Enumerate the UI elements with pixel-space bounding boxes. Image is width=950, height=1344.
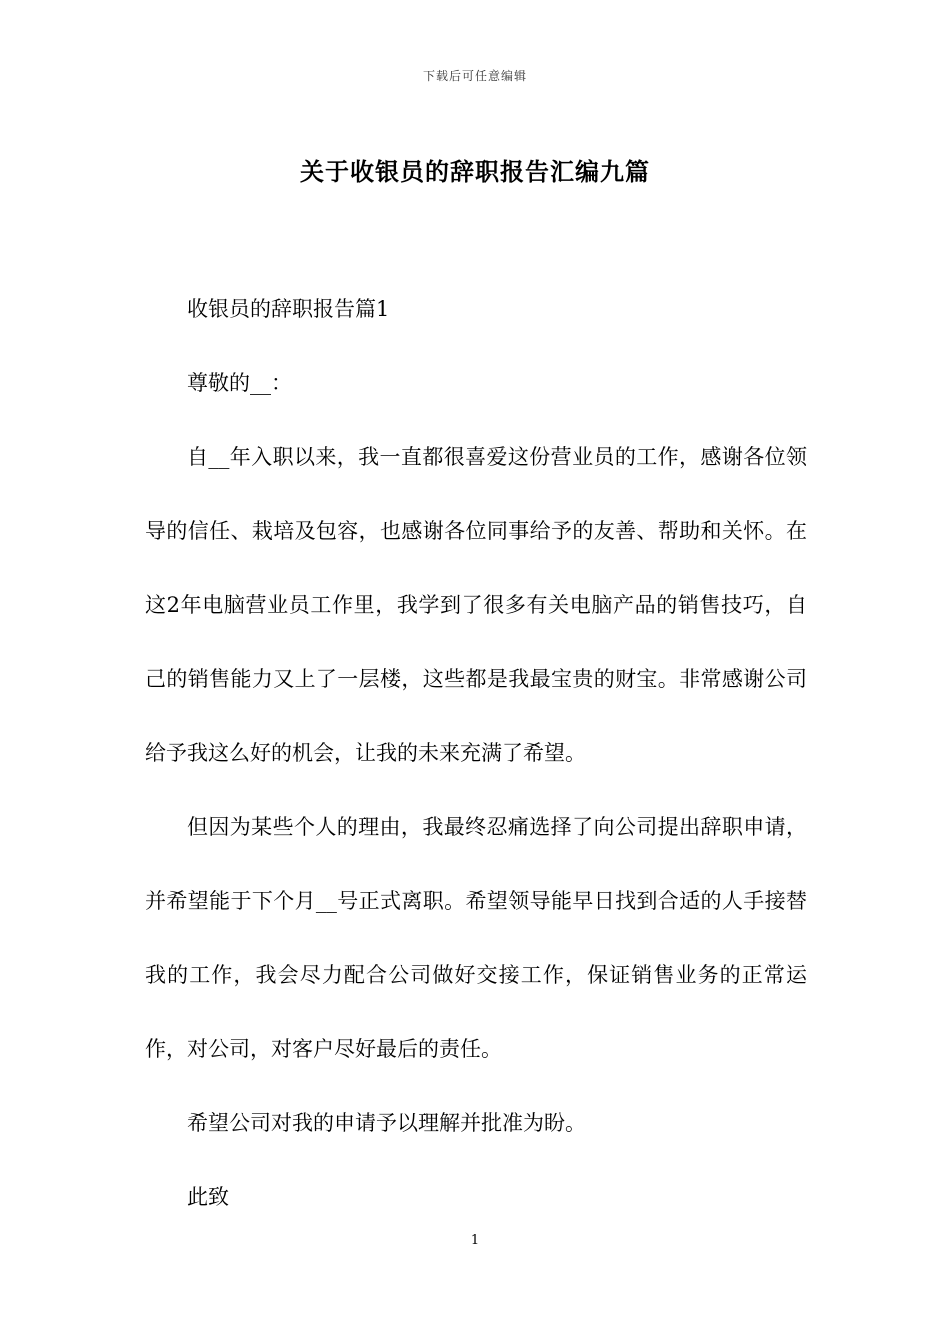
closing-line: 此致 bbox=[187, 1185, 229, 1209]
section-heading: 收银员的辞职报告篇1 bbox=[187, 297, 390, 321]
body-paragraph: 自__年入职以来，我一直都很喜爱这份营业员的工作，感谢各位领导的信任、栽培及包容，也感谢各位同事给予的友善、帮助和关怀。在这2年电脑营业员工作里，我学到了很多有关电脑产品的销售技巧，自己的销售能力又上了一层楼，这些都是我最宝贵的财宝。非常感谢公司给予我这么好的机会，让我的未来充满了希望。 bbox=[145, 445, 807, 765]
page-number: 1 bbox=[470, 1233, 480, 1248]
body-paragraph: 希望公司对我的申请予以理解并批准为盼。 bbox=[187, 1111, 586, 1135]
salutation: 尊敬的__： bbox=[187, 371, 292, 395]
header-note: 下载后可任意编辑 bbox=[422, 69, 527, 83]
document-body bbox=[145, 272, 807, 1234]
document-title: 关于收银员的辞职报告汇编九篇 bbox=[300, 157, 650, 186]
body-paragraph: 但因为某些个人的理由，我最终忍痛选择了向公司提出辞职申请，并希望能于下个月__号正式离职。希望领导能早日找到合适的人手接替我的工作，我会尽力配合公司做好交接工作，保证销售业务的正常运作，对公司，对客户尽好最后的责任。 bbox=[145, 815, 807, 1061]
